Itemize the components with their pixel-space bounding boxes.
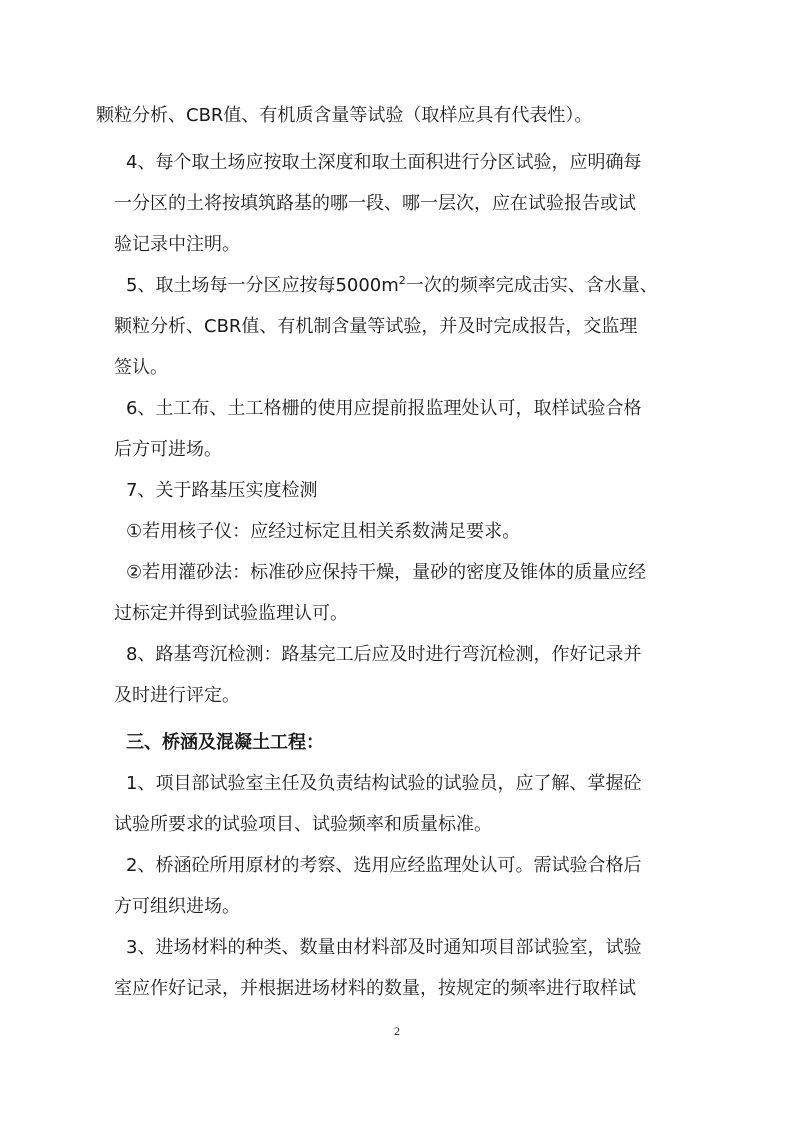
- text-line: ①若用核子仪：应经过标定且相关系数满足要求。: [126, 521, 521, 542]
- text-line: 一分区的土将按填筑路基的哪一段、哪一层次，应在试验报告或试: [114, 193, 636, 214]
- text-line: 颗粒分析、CBR值、有机质含量等试验（取样应具有代表性）。: [96, 105, 593, 126]
- text-line: 试验所要求的试验项目、试验频率和质量标准。: [114, 814, 492, 835]
- text-line: 颗粒分析、CBR值、有机制含量等试验，并及时完成报告，交监理: [114, 316, 638, 337]
- page-number: 2: [394, 1024, 400, 1038]
- text-segment: 5、取土场每一分区应按每5000m: [126, 275, 399, 296]
- text-line: 1、项目部试验室主任及负责结构试验的试验员，应了解、掌握砼: [126, 773, 642, 794]
- text-line: 3、进场材料的种类、数量由材料部及时通知项目部试验室，试验: [126, 937, 642, 958]
- text-line: 7、关于路基压实度检测: [126, 480, 318, 501]
- section-heading: 三、桥涵及混凝土工程：: [126, 732, 324, 753]
- text-line: ②若用灌砂法：标准砂应保持干燥，量砂的密度及锥体的质量应经: [126, 562, 647, 583]
- text-line: 后方可进场。: [114, 439, 222, 460]
- text-line: 4、每个取土场应按取土深度和取土面积进行分区试验，应明确每: [126, 152, 642, 173]
- text-line: 方可组织进场。: [114, 896, 240, 917]
- text-segment: 一次的频率完成击实、含水量、: [405, 275, 658, 296]
- text-line: 室应作好记录，并根据进场材料的数量，按规定的频率进行取样试: [114, 978, 636, 999]
- text-line: 及时进行评定。: [114, 685, 240, 706]
- text-line: 过标定并得到试验监理认可。: [114, 603, 348, 624]
- text-line: [126, 275, 794, 297]
- text-line: 2、桥涵砼所用原材的考察、选用应经监理处认可。需试验合格后: [126, 855, 642, 876]
- text-line: 签认。: [114, 357, 168, 378]
- text-line: 验记录中注明。: [114, 234, 240, 255]
- text-line: 6、土工布、土工格栅的使用应提前报监理处认可，取样试验合格: [126, 398, 642, 419]
- text-line: 8、路基弯沉检测：路基完工后应及时进行弯沉检测，作好记录并: [126, 644, 642, 665]
- superscript: 2: [398, 274, 406, 287]
